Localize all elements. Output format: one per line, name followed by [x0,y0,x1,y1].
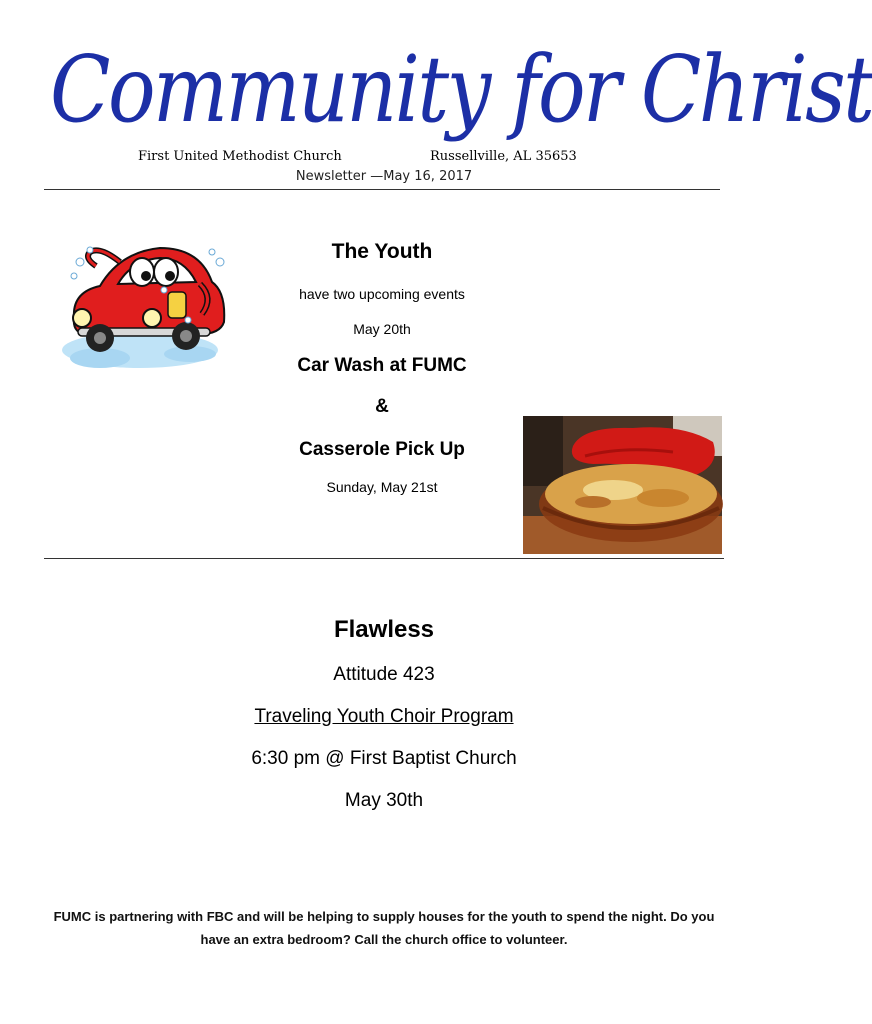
event1-title: Car Wash at FUMC [297,355,467,376]
ampersand: & [375,396,389,417]
event2-title: Casserole Pick Up [299,439,465,460]
flawless-time-place: 6:30 pm @ First Baptist Church [251,748,517,769]
header-divider [44,189,720,190]
volunteer-note-line2: have an extra bedroom? Call the church office to volunteer. [200,932,568,947]
event2-date: Sunday, May 21st [326,479,438,495]
flawless-program: Traveling Youth Choir Program [254,706,514,727]
volunteer-note-line1: FUMC is partnering with FBC and will be helping to supply houses for the youth to spend the night. Do you [53,909,715,924]
flawless-heading: Flawless [333,616,435,643]
youth-heading: The Youth [331,240,433,263]
newsletter-date: Newsletter —May 16, 2017 [295,169,473,184]
masthead-title: Community for Christ [50,36,872,143]
flawless-date: May 30th [344,790,424,811]
event1-date: May 20th [353,321,411,337]
casserole-icon [523,416,722,554]
church-location: Russellville, AL 35653 [430,149,577,164]
section-divider [44,558,724,559]
carwash-icon [60,222,232,374]
volunteer-note [50,905,718,951]
church-name: First United Methodist Church [138,149,342,164]
youth-subheading: have two upcoming events [299,286,465,302]
flawless-group: Attitude 423 [333,664,435,685]
